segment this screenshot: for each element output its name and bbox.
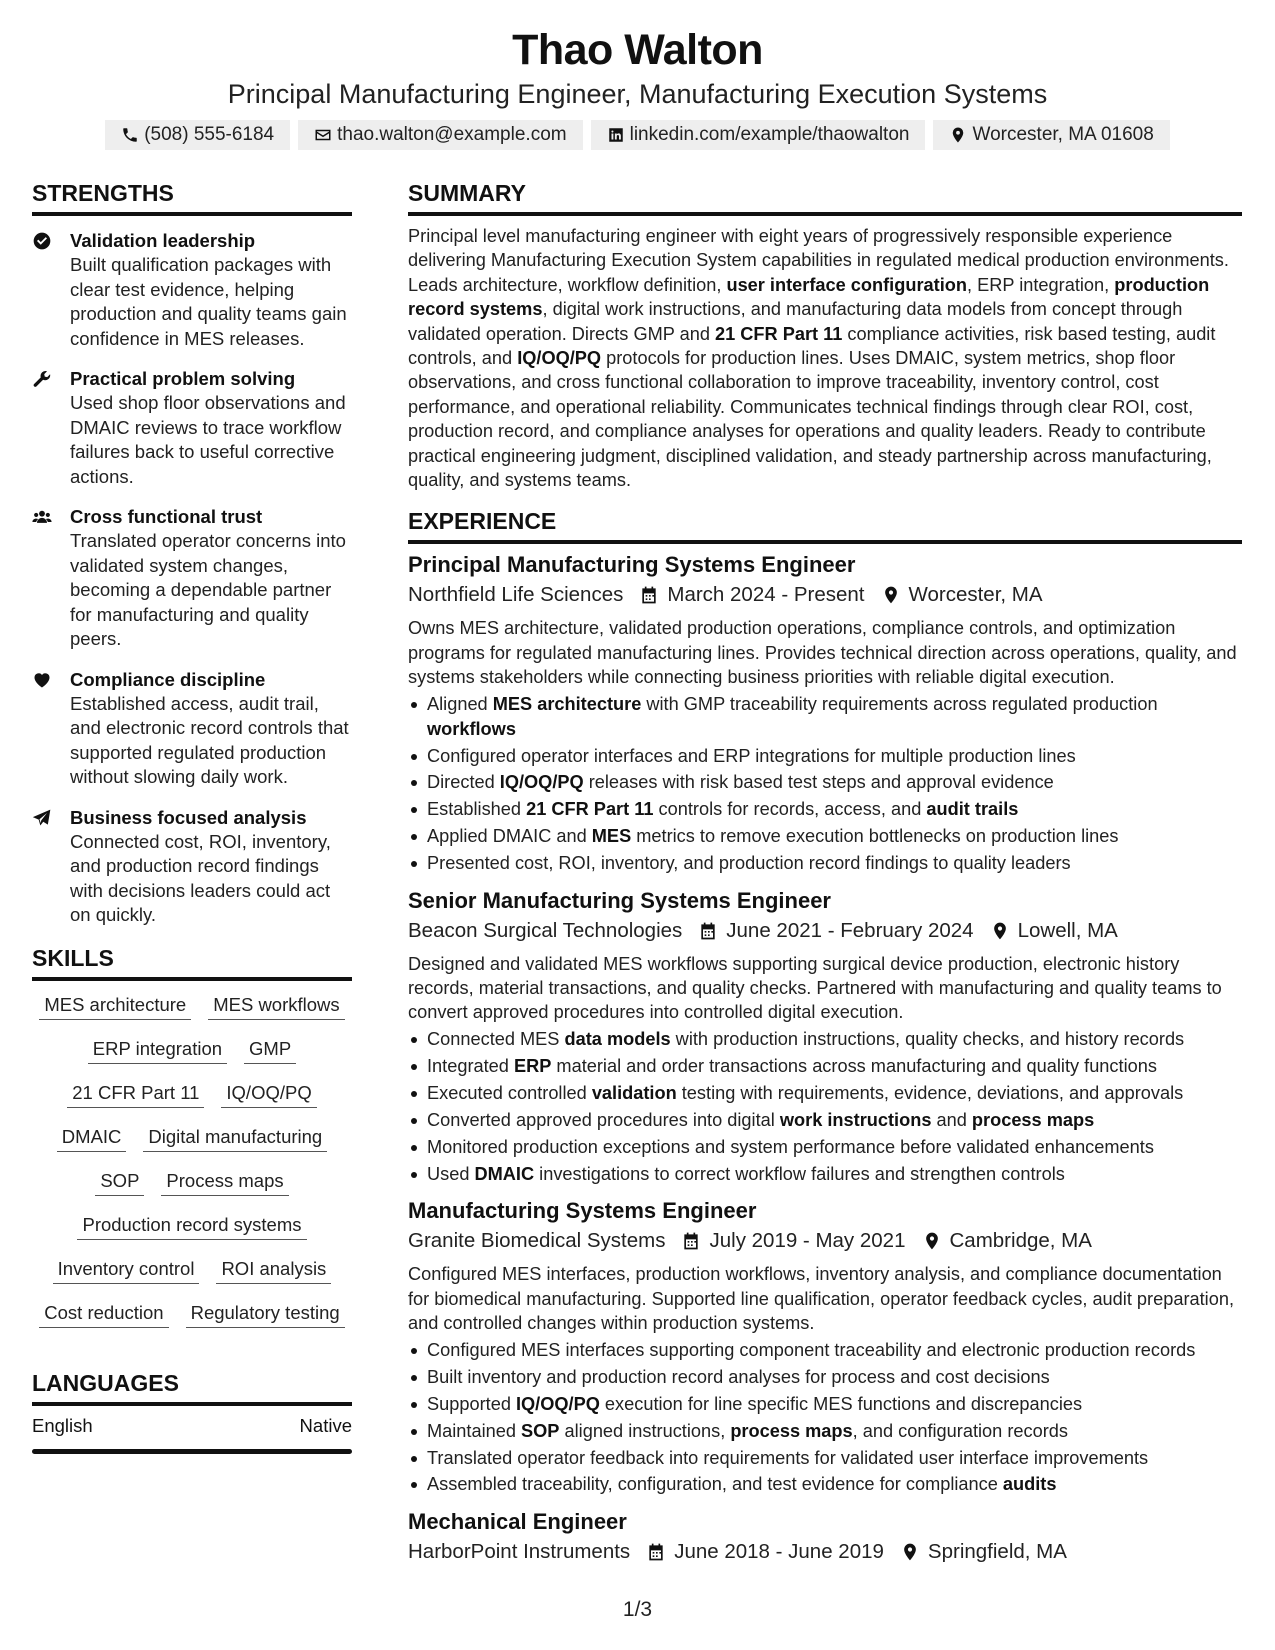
strength-desc: Built qualification packages with clear test evidence, helping production and quality teams gain confidence in MES releases. — [70, 254, 347, 349]
text-segment: protocols for production lines. Uses DMAIC, system metrics, shop floor observations, and cross functional collaboration to improve traceability, inventory control, cost performance, and operational reliability. Communicates technical findings through clear ROI, cost, production record, and compliance analyses for operations and quality leaders. Ready to contribute practical engineering judgment, disciplined validation, and steady partnership across manufacturing, quality, and systems teams. — [408, 348, 1212, 491]
linkedin-icon — [607, 126, 625, 144]
languages-heading: LANGUAGES — [32, 1369, 179, 1396]
summary-section — [408, 178, 1242, 492]
emphasis-text: production record systems — [408, 274, 1210, 320]
skills-section — [32, 943, 352, 1328]
strength-title: Business focused analysis — [70, 806, 307, 828]
text-segment: Translated operator feedback into requirements for validated user interface improvements — [427, 1447, 1149, 1468]
wrench-icon — [32, 369, 52, 389]
job-description: Configured MES interfaces, production workflows, inventory analysis, and compliance documentation for biomedical manufacturing. Supported line qualification, operator feedback cycles, audit preparation, and controlled changes within production systems. — [408, 1264, 1234, 1333]
check-circle-icon — [32, 231, 52, 251]
job-company: Beacon Surgical Technologies — [408, 918, 683, 942]
calendar-icon — [646, 1542, 666, 1562]
skill-tag: Cost reduction — [39, 1301, 168, 1328]
emphasis-text: data models — [564, 1029, 671, 1050]
job-bullet — [408, 1081, 1242, 1105]
text-segment: Maintained — [427, 1420, 522, 1441]
emphasis-text: user interface configuration — [726, 274, 967, 295]
job-bullet — [408, 1162, 1242, 1186]
job-entry — [408, 1507, 1242, 1567]
text-segment: Principal level manufacturing engineer with eight years of progressively responsible experience delivering Manufacturing Execution System capabilities in regulated medical production environments. Leads architecture, workflow definition, — [408, 226, 1229, 295]
calendar-icon — [681, 1231, 701, 1251]
experience-section — [408, 506, 1242, 1566]
emphasis-text: MES — [591, 826, 632, 847]
text-segment: execution for line specific MES functions and discrepancies — [599, 1393, 1083, 1414]
job-entry — [408, 550, 1242, 875]
text-segment: , and configuration records — [852, 1420, 1068, 1441]
job-dates: June 2018 - June 2019 — [674, 1539, 884, 1563]
job-bullet — [408, 1365, 1242, 1389]
job-meta — [408, 580, 1242, 610]
job-description: Owns MES architecture, validated production operations, compliance controls, and optimization programs for regulated manufacturing lines. Provides technical direction across operations, quality, and systems stakeholders while connecting business priorities with reliable digital execution. — [408, 618, 1237, 688]
right-column — [408, 178, 1242, 1577]
candidate-name: Thao Walton — [512, 26, 763, 74]
skill-tag: Production record systems — [77, 1213, 306, 1240]
strength-desc: Connected cost, ROI, inventory, and production record findings with decisions leaders could act on quickly. — [70, 830, 331, 925]
text-segment: Supported — [427, 1393, 516, 1414]
emphasis-text: process maps — [971, 1109, 1095, 1130]
emphasis-text: IQ/OQ/PQ — [517, 348, 602, 369]
skills-heading: SKILLS — [32, 944, 114, 971]
text-segment: , ERP integration, — [966, 274, 1115, 295]
strength-title: Compliance discipline — [70, 668, 266, 690]
job-bullet — [408, 1446, 1242, 1470]
page-number: 1/3 — [622, 1598, 653, 1621]
emphasis-text: validation — [591, 1083, 677, 1104]
text-segment: controls for records, access, and — [653, 799, 927, 820]
job-entry — [408, 1196, 1242, 1497]
paper-plane-icon — [32, 808, 52, 828]
experience-heading: EXPERIENCE — [408, 508, 557, 535]
calendar-icon — [639, 585, 659, 605]
skill-tag: MES architecture — [39, 993, 191, 1020]
job-bullet — [408, 692, 1242, 741]
job-bullets — [408, 1027, 1242, 1186]
text-segment: metrics to remove execution bottlenecks on production lines — [631, 826, 1119, 847]
emphasis-text: IQ/OQ/PQ — [499, 772, 584, 793]
job-title: Manufacturing Systems Engineer — [408, 1198, 757, 1224]
job-bullet — [408, 1338, 1242, 1362]
job-location: Cambridge, MA — [949, 1229, 1092, 1253]
left-column — [32, 178, 352, 1454]
job-bullet — [408, 1054, 1242, 1078]
skills-list — [32, 993, 352, 1328]
emphasis-text: IQ/OQ/PQ — [515, 1393, 600, 1414]
emphasis-text: audits — [1002, 1474, 1057, 1495]
text-segment: Aligned — [427, 694, 493, 715]
strength-item — [32, 228, 352, 351]
strengths-heading: STRENGTHS — [32, 180, 174, 206]
strength-item — [32, 366, 352, 489]
contact-bar — [0, 120, 1275, 150]
text-segment: releases with risk based test steps and approval evidence — [583, 772, 1054, 793]
map-pin-icon — [881, 585, 901, 605]
job-title: Principal Manufacturing Systems Engineer — [408, 552, 856, 578]
text-segment: testing with requirements, evidence, deviations, and approvals — [676, 1083, 1184, 1104]
skill-tag: Digital manufacturing — [143, 1125, 327, 1152]
users-icon — [32, 507, 52, 527]
calendar-icon — [698, 921, 718, 941]
text-segment: aligned instructions, — [559, 1420, 731, 1441]
text-segment: investigations to correct workflow failures and strengthen controls — [534, 1163, 1065, 1184]
text-segment: material and order transactions across manufacturing and quality functions — [551, 1056, 1157, 1077]
job-dates: March 2024 - Present — [667, 583, 865, 607]
text-segment: Monitored production exceptions and system performance before validated enhancements — [427, 1136, 1154, 1157]
summary-heading: SUMMARY — [408, 180, 526, 206]
text-segment: Configured MES interfaces supporting component traceability and electronic production records — [427, 1339, 1196, 1360]
job-bullet — [408, 1419, 1242, 1443]
section-divider — [32, 212, 352, 216]
emphasis-text: work instructions — [779, 1109, 932, 1130]
candidate-title: Principal Manufacturing Engineer, Manufacturing Execution Systems — [227, 79, 1048, 109]
emphasis-text: SOP — [521, 1420, 560, 1441]
strength-desc: Established access, audit trail, and electronic record controls that supported regulated production without slowing daily work. — [70, 692, 349, 787]
language-level-bar — [32, 1449, 352, 1454]
skill-tag: 21 CFR Part 11 — [67, 1081, 204, 1108]
emphasis-text: 21 CFR Part 11 — [526, 799, 654, 820]
job-meta — [408, 1537, 1242, 1567]
text-segment: Integrated — [427, 1056, 514, 1077]
job-bullet — [408, 770, 1242, 794]
map-pin-icon — [990, 921, 1010, 941]
map-pin-icon — [900, 1542, 920, 1562]
skill-tag: MES workflows — [208, 993, 344, 1020]
contact-phone-text: (508) 555-6184 — [144, 124, 275, 145]
job-bullets — [408, 692, 1242, 875]
emphasis-text: 21 CFR Part 11 — [715, 323, 843, 344]
text-segment: Presented cost, ROI, inventory, and production record findings to quality leaders — [427, 853, 1071, 874]
envelope-icon — [314, 126, 332, 144]
emphasis-text: process maps — [730, 1420, 853, 1441]
job-bullet — [408, 1027, 1242, 1051]
job-location: Worcester, MA — [908, 583, 1043, 607]
job-bullet — [408, 797, 1242, 821]
emphasis-text: workflows — [427, 718, 516, 739]
text-segment: , digital work instructions, and manufacturing data models from concept through validated operation. Directs GMP and — [408, 299, 1183, 344]
text-segment: Established — [427, 799, 527, 820]
map-pin-icon — [922, 1231, 942, 1251]
section-divider — [32, 1402, 352, 1406]
skill-tag: Process maps — [161, 1169, 288, 1196]
language-row — [32, 1414, 352, 1438]
emphasis-text: MES architecture — [492, 694, 642, 715]
language-name: English — [32, 1414, 93, 1436]
contact-location-text: Worcester, MA 01608 — [972, 124, 1154, 145]
skill-tag: IQ/OQ/PQ — [221, 1081, 316, 1108]
strength-title: Validation leadership — [70, 230, 256, 251]
job-bullet — [408, 824, 1242, 848]
text-segment: Configured operator interfaces and ERP integrations for multiple production lines — [427, 745, 1076, 766]
job-bullet — [408, 744, 1242, 768]
job-dates: June 2021 - February 2024 — [726, 918, 974, 942]
section-divider — [32, 977, 352, 981]
text-segment: with GMP traceability requirements across regulated production — [641, 694, 1158, 715]
text-segment: Used — [427, 1163, 475, 1184]
strength-desc: Used shop floor observations and DMAIC reviews to trace workflow failures back to useful corrective actions. — [70, 392, 346, 487]
skill-tag: DMAIC — [57, 1125, 127, 1152]
emphasis-text: ERP — [513, 1056, 552, 1077]
job-description: Designed and validated MES workflows supporting surgical device production, electronic history records, material transactions, and quality checks. Partnered with manufacturing and quality teams to convert approved procedures into controlled digital execution. — [408, 953, 1222, 1023]
contact-phone[interactable] — [105, 120, 290, 150]
contact-linkedin[interactable] — [591, 120, 926, 150]
strength-item — [32, 805, 352, 928]
summary-text — [408, 224, 1242, 492]
text-segment: Connected MES — [427, 1029, 565, 1050]
heart-icon — [32, 670, 52, 690]
text-segment: Built inventory and production record analyses for process and cost decisions — [427, 1366, 1050, 1387]
phone-icon — [121, 126, 139, 144]
job-bullet — [408, 1108, 1242, 1132]
skill-tag: GMP — [244, 1037, 296, 1064]
job-bullet — [408, 1472, 1242, 1496]
contact-linkedin-text: linkedin.com/example/thaowalton — [629, 124, 910, 145]
job-location: Springfield, MA — [927, 1539, 1067, 1563]
language-level: Native — [299, 1414, 352, 1436]
strength-item — [32, 667, 352, 790]
strength-desc: Translated operator concerns into validated system changes, becoming a dependable partner for manufacturing and quality peers. — [70, 530, 346, 649]
text-segment: Executed controlled — [427, 1083, 592, 1104]
job-bullets — [408, 1338, 1242, 1497]
emphasis-text: DMAIC — [474, 1163, 535, 1184]
skill-tag: SOP — [95, 1169, 144, 1196]
experience-list — [408, 550, 1242, 1566]
job-meta — [408, 1226, 1242, 1256]
text-segment: Applied DMAIC and — [427, 826, 592, 847]
job-dates: July 2019 - May 2021 — [709, 1229, 906, 1253]
emphasis-text: audit trails — [926, 799, 1019, 820]
job-title: Senior Manufacturing Systems Engineer — [408, 887, 831, 913]
strength-title: Cross functional trust — [70, 506, 263, 527]
contact-location — [933, 120, 1169, 150]
skill-tag: Inventory control — [53, 1257, 200, 1284]
job-bullet — [408, 1135, 1242, 1159]
strengths-section — [32, 178, 352, 928]
job-bullet — [408, 1392, 1242, 1416]
job-bullet — [408, 851, 1242, 875]
text-segment: Converted approved procedures into digital — [427, 1109, 780, 1130]
text-segment: and — [931, 1109, 972, 1130]
job-company: HarborPoint Instruments — [408, 1539, 631, 1563]
job-company: Northfield Life Sciences — [408, 583, 624, 607]
skill-tag: ROI analysis — [216, 1257, 331, 1284]
skill-tag: ERP integration — [88, 1037, 227, 1064]
section-divider — [408, 540, 1242, 544]
job-meta — [408, 916, 1242, 946]
job-title: Mechanical Engineer — [408, 1508, 627, 1534]
text-segment: Assembled traceability, configuration, and test evidence for compliance — [427, 1474, 1003, 1495]
strength-item — [32, 504, 352, 652]
job-entry — [408, 886, 1242, 1187]
resume-header — [0, 24, 1275, 150]
contact-email[interactable] — [298, 120, 582, 150]
skill-tag: Regulatory testing — [186, 1301, 345, 1328]
strength-title: Practical problem solving — [70, 368, 296, 389]
job-location: Lowell, MA — [1017, 918, 1118, 942]
section-divider — [408, 212, 1242, 216]
languages-section — [32, 1368, 352, 1454]
map-pin-icon — [949, 126, 967, 144]
text-segment: with production instructions, quality checks, and history records — [670, 1029, 1185, 1050]
text-segment: compliance activities, risk based testing, audit controls, and — [408, 323, 1216, 369]
text-segment: Directed — [427, 772, 500, 793]
job-company: Granite Biomedical Systems — [408, 1229, 666, 1253]
contact-email-text: thao.walton@example.com — [337, 124, 567, 145]
